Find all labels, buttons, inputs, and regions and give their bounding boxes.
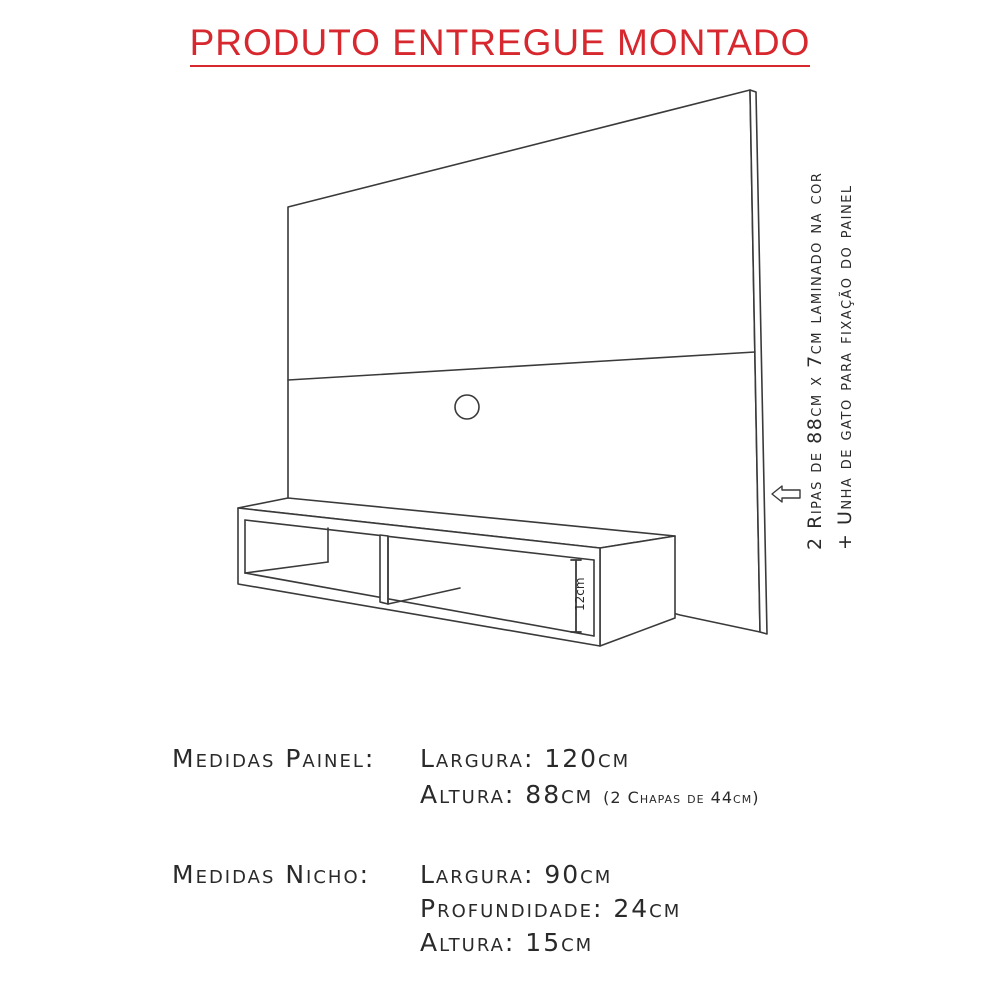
dimension-label: 12cm xyxy=(573,577,587,611)
title-text: PRODUTO ENTREGUE MONTADO xyxy=(190,22,811,67)
side-note-line1: 2 Ripas de 88cm x 7cm laminado na cor xyxy=(804,171,826,550)
nicho-largura: Largura: 90cm xyxy=(420,860,613,889)
nicho-right xyxy=(600,536,675,646)
nicho-divider xyxy=(380,535,388,604)
nicho-profundidade: Profundidade: 24cm xyxy=(420,894,682,923)
painel-altura-note: (2 Chapas de 44cm) xyxy=(603,788,760,807)
side-note-line2: + Unha de gato para fixação do painel xyxy=(834,184,856,550)
painel-largura: Largura: 120cm xyxy=(420,744,631,773)
nicho-altura: Altura: 15cm xyxy=(420,928,594,957)
painel-altura: Altura: 88cm xyxy=(420,780,594,809)
painel-label: Medidas Painel: xyxy=(172,744,376,773)
nicho-label: Medidas Nicho: xyxy=(172,860,371,889)
arrow-icon xyxy=(772,486,800,502)
painel-altura-row xyxy=(420,780,759,809)
